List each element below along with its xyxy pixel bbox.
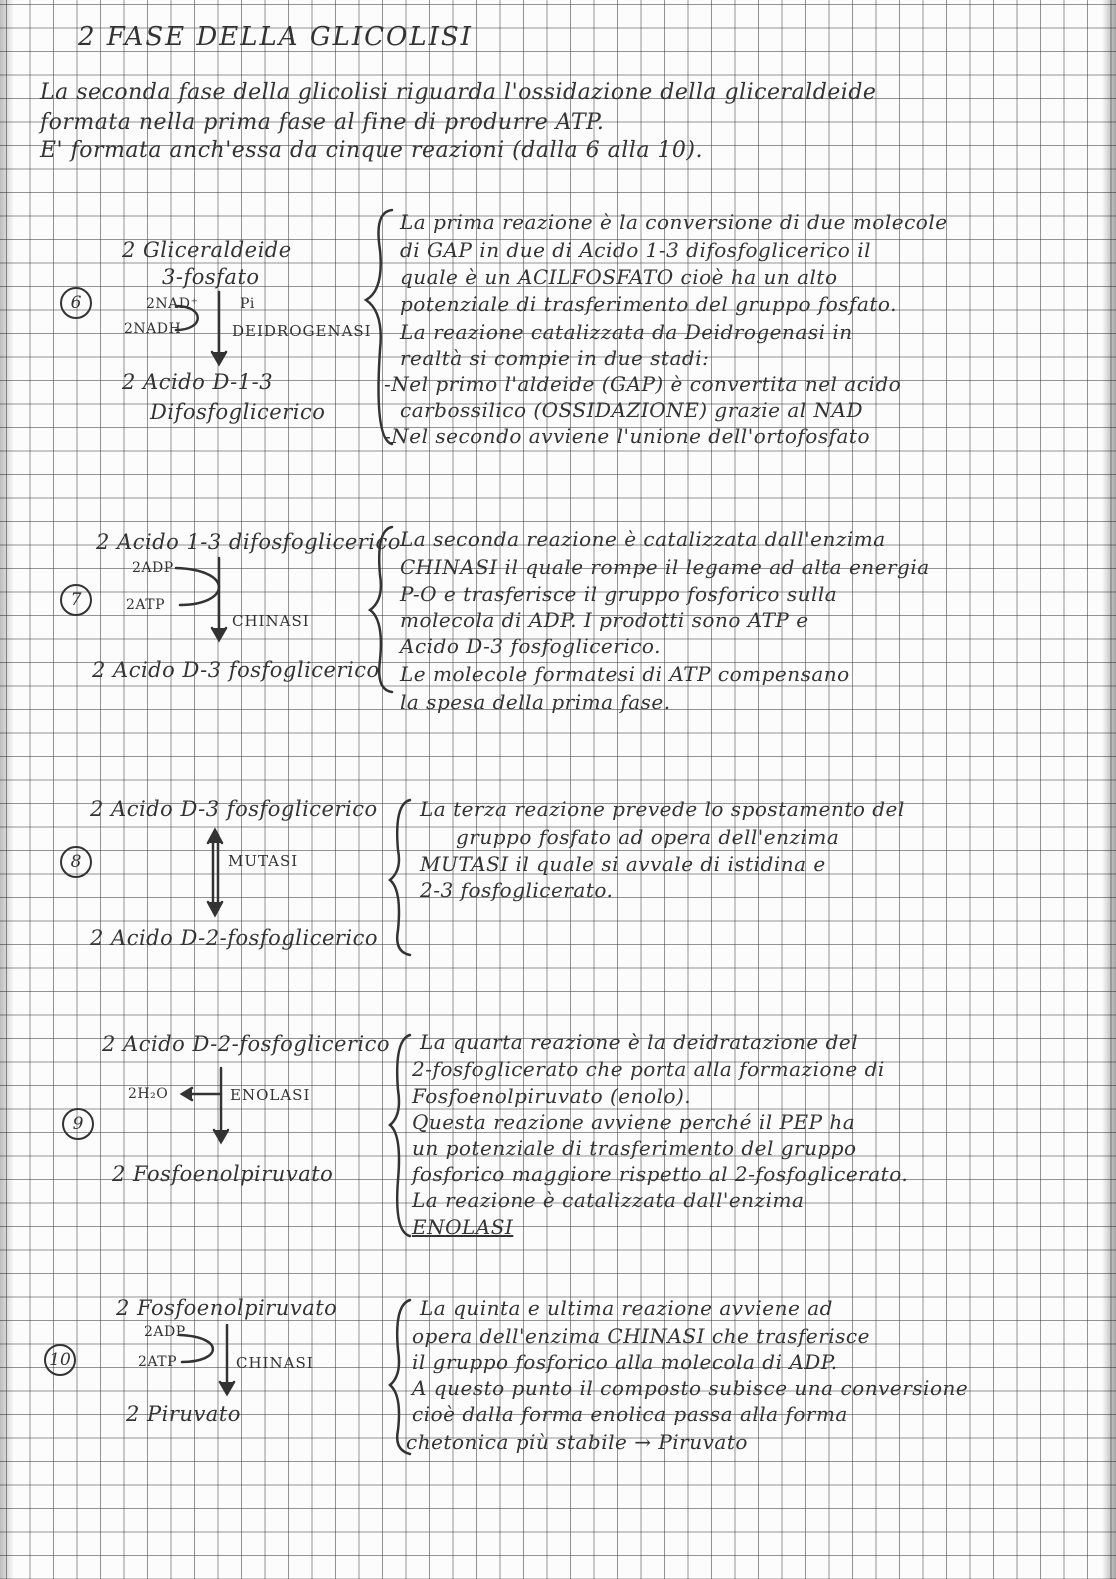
step7-cofactor-curve xyxy=(176,568,219,605)
step7-text-line-6: Le molecole formatesi di ATP compensano xyxy=(400,662,850,686)
step6-cofactor-in: 2NAD⁺ xyxy=(146,296,199,312)
page-title: 2 FASE DELLA GLICOLISI xyxy=(78,22,473,52)
step9-substrate: 2 Acido D-2-fosfoglicerico xyxy=(102,1032,391,1056)
step7-product: 2 Acido D-3 fosfoglicerico xyxy=(92,658,380,682)
step9-text-line-5: un potenziale di trasferimento del gruppo xyxy=(412,1136,857,1160)
step9-text-line-1: La quarta reazione è la deidratazione del xyxy=(420,1030,859,1054)
step9-text-line-7: La reazione è catalizzata dall'enzima xyxy=(412,1188,805,1212)
step6-text-line-8: carbossilico (OSSIDAZIONE) grazie al NAD xyxy=(400,398,863,422)
step7-substrate: 2 Acido 1-3 difosfoglicerico xyxy=(96,530,401,554)
step6-text-line-4: potenziale di trasferimento del gruppo fosfato. xyxy=(400,292,897,316)
step10-text-line-6: chetonica più stabile → Piruvato xyxy=(406,1430,748,1454)
step6-substrate-line-1: 2 Gliceraldeide xyxy=(122,238,292,262)
step6-text-line-2: di GAP in due di Acido 1-3 difosfoglicerico il xyxy=(400,238,871,262)
step10-enzyme: CHINASI xyxy=(236,1354,314,1372)
step6-cofactor-out: 2NADH xyxy=(124,321,182,337)
step7-enzyme: CHINASI xyxy=(232,612,310,630)
step9-product: 2 Fosfoenolpiruvato xyxy=(112,1162,334,1186)
step10-text-line-5: cioè dalla forma enolica passa alla forma xyxy=(412,1402,848,1426)
step7-cofactor-out: 2ATP xyxy=(126,597,166,613)
step7-text-line-7: la spesa della prima fase. xyxy=(400,690,671,714)
step8-enzyme: MUTASI xyxy=(228,852,299,870)
step6-text-line-3: quale è un ACILFOSFATO cioè ha un alto xyxy=(400,265,838,289)
step7-arrow-head xyxy=(212,628,226,640)
step9-side-arrow-head xyxy=(182,1088,192,1100)
step9-cofactor-out: 2H₂O xyxy=(128,1086,169,1102)
step10-product: 2 Piruvato xyxy=(126,1402,241,1426)
step10-arrow-head xyxy=(220,1382,234,1394)
step6-product-line-1: 2 Acido D-1-3 xyxy=(122,370,274,394)
step9-enzyme: ENOLASI xyxy=(230,1086,311,1104)
step7-text-line-1: La seconda reazione è catalizzata dall'enzima xyxy=(400,527,886,551)
step10-cofactor-in: 2ADP xyxy=(144,1324,186,1340)
step6-substrate-line-2: 3-fosfato xyxy=(162,265,260,289)
step8-text-line-1: La terza reazione prevede lo spostamento del xyxy=(420,797,905,821)
step6-product-line-2: Difosfoglicerico xyxy=(150,400,326,424)
step7-text-line-2: CHINASI il quale rompe il legame ad alta energia xyxy=(400,555,930,579)
step8-text-line-2: gruppo fosfato ad opera dell'enzima xyxy=(456,825,840,849)
step7-text-line-3: P-O e trasferisce il gruppo fosforico sulla xyxy=(400,582,838,606)
intro-line-3: E' formata anch'essa da cinque reazioni (dalla 6 alla 10). xyxy=(40,138,703,163)
step-number-7: 7 xyxy=(60,584,92,616)
step8-text-line-4: 2-3 fosfoglicerato. xyxy=(420,878,614,902)
step6-enzyme: DEIDROGENASI xyxy=(232,322,372,340)
step-number-8: 8 xyxy=(60,846,92,878)
step8-product: 2 Acido D-2-fosfoglicerico xyxy=(90,926,379,950)
step9-brace xyxy=(390,1035,410,1236)
step10-cofactor-out: 2ATP xyxy=(138,1354,178,1370)
step8-substrate: 2 Acido D-3 fosfoglicerico xyxy=(90,797,378,821)
step6-text-line-6: realtà si compie in due stadi: xyxy=(400,346,710,370)
step10-text-line-3: il gruppo fosforico alla molecola di ADP. xyxy=(412,1350,838,1374)
step8-brace xyxy=(390,800,410,955)
step9-text-line-4: Questa reazione avviene perché il PEP ha xyxy=(412,1110,856,1134)
step-number-6: 6 xyxy=(60,287,92,319)
step6-text-line-1: La prima reazione è la conversione di due molecole xyxy=(400,210,948,234)
step7-text-line-5: Acido D-3 fosfoglicerico. xyxy=(400,634,661,658)
intro-line-2: formata nella prima fase al fine di produrre ATP. xyxy=(40,110,605,135)
step6-text-line-7: -Nel primo l'aldeide (GAP) è convertita nel acido xyxy=(384,372,902,396)
step6-cofactor-extra: Pi xyxy=(240,296,255,312)
step10-text-line-2: opera dell'enzima CHINASI che trasferisce xyxy=(412,1324,870,1348)
step-number-10: 10 xyxy=(44,1344,76,1376)
step8-arrow-head-down xyxy=(208,902,222,915)
step10-text-line-1: La quinta e ultima reazione avviene ad xyxy=(420,1296,833,1320)
step10-substrate: 2 Fosfoenolpiruvato xyxy=(116,1296,338,1320)
step9-text-line-2: 2-fosfoglicerato che porta alla formazione di xyxy=(412,1057,885,1081)
step9-arrow-head xyxy=(214,1130,228,1142)
step7-cofactor-in: 2ADP xyxy=(132,560,174,576)
step7-text-line-4: molecola di ADP. I prodotti sono ATP e xyxy=(400,608,809,632)
step6-text-line-9: -Nel secondo avviene l'unione dell'ortofosfato xyxy=(384,424,870,448)
step8-text-line-3: MUTASI il quale si avvale di istidina e xyxy=(420,852,826,876)
step10-text-line-4: A questo punto il composto subisce una conversione xyxy=(412,1376,969,1400)
intro-line-1: La seconda fase della glicolisi riguarda l'ossidazione della gliceraldeide xyxy=(40,80,877,105)
step8-arrow-head-up xyxy=(208,830,222,843)
step9-text-line-3: Fosfoenolpiruvato (enolo). xyxy=(412,1084,692,1108)
step-number-9: 9 xyxy=(62,1108,94,1140)
step9-text-line-8: ENOLASI xyxy=(412,1215,514,1239)
step6-arrow-head xyxy=(212,352,226,364)
step6-text-line-5: La reazione catalizzata da Deidrogenasi in xyxy=(400,320,853,344)
step9-text-line-6: fosforico maggiore rispetto al 2-fosfoglicerato. xyxy=(412,1162,909,1186)
